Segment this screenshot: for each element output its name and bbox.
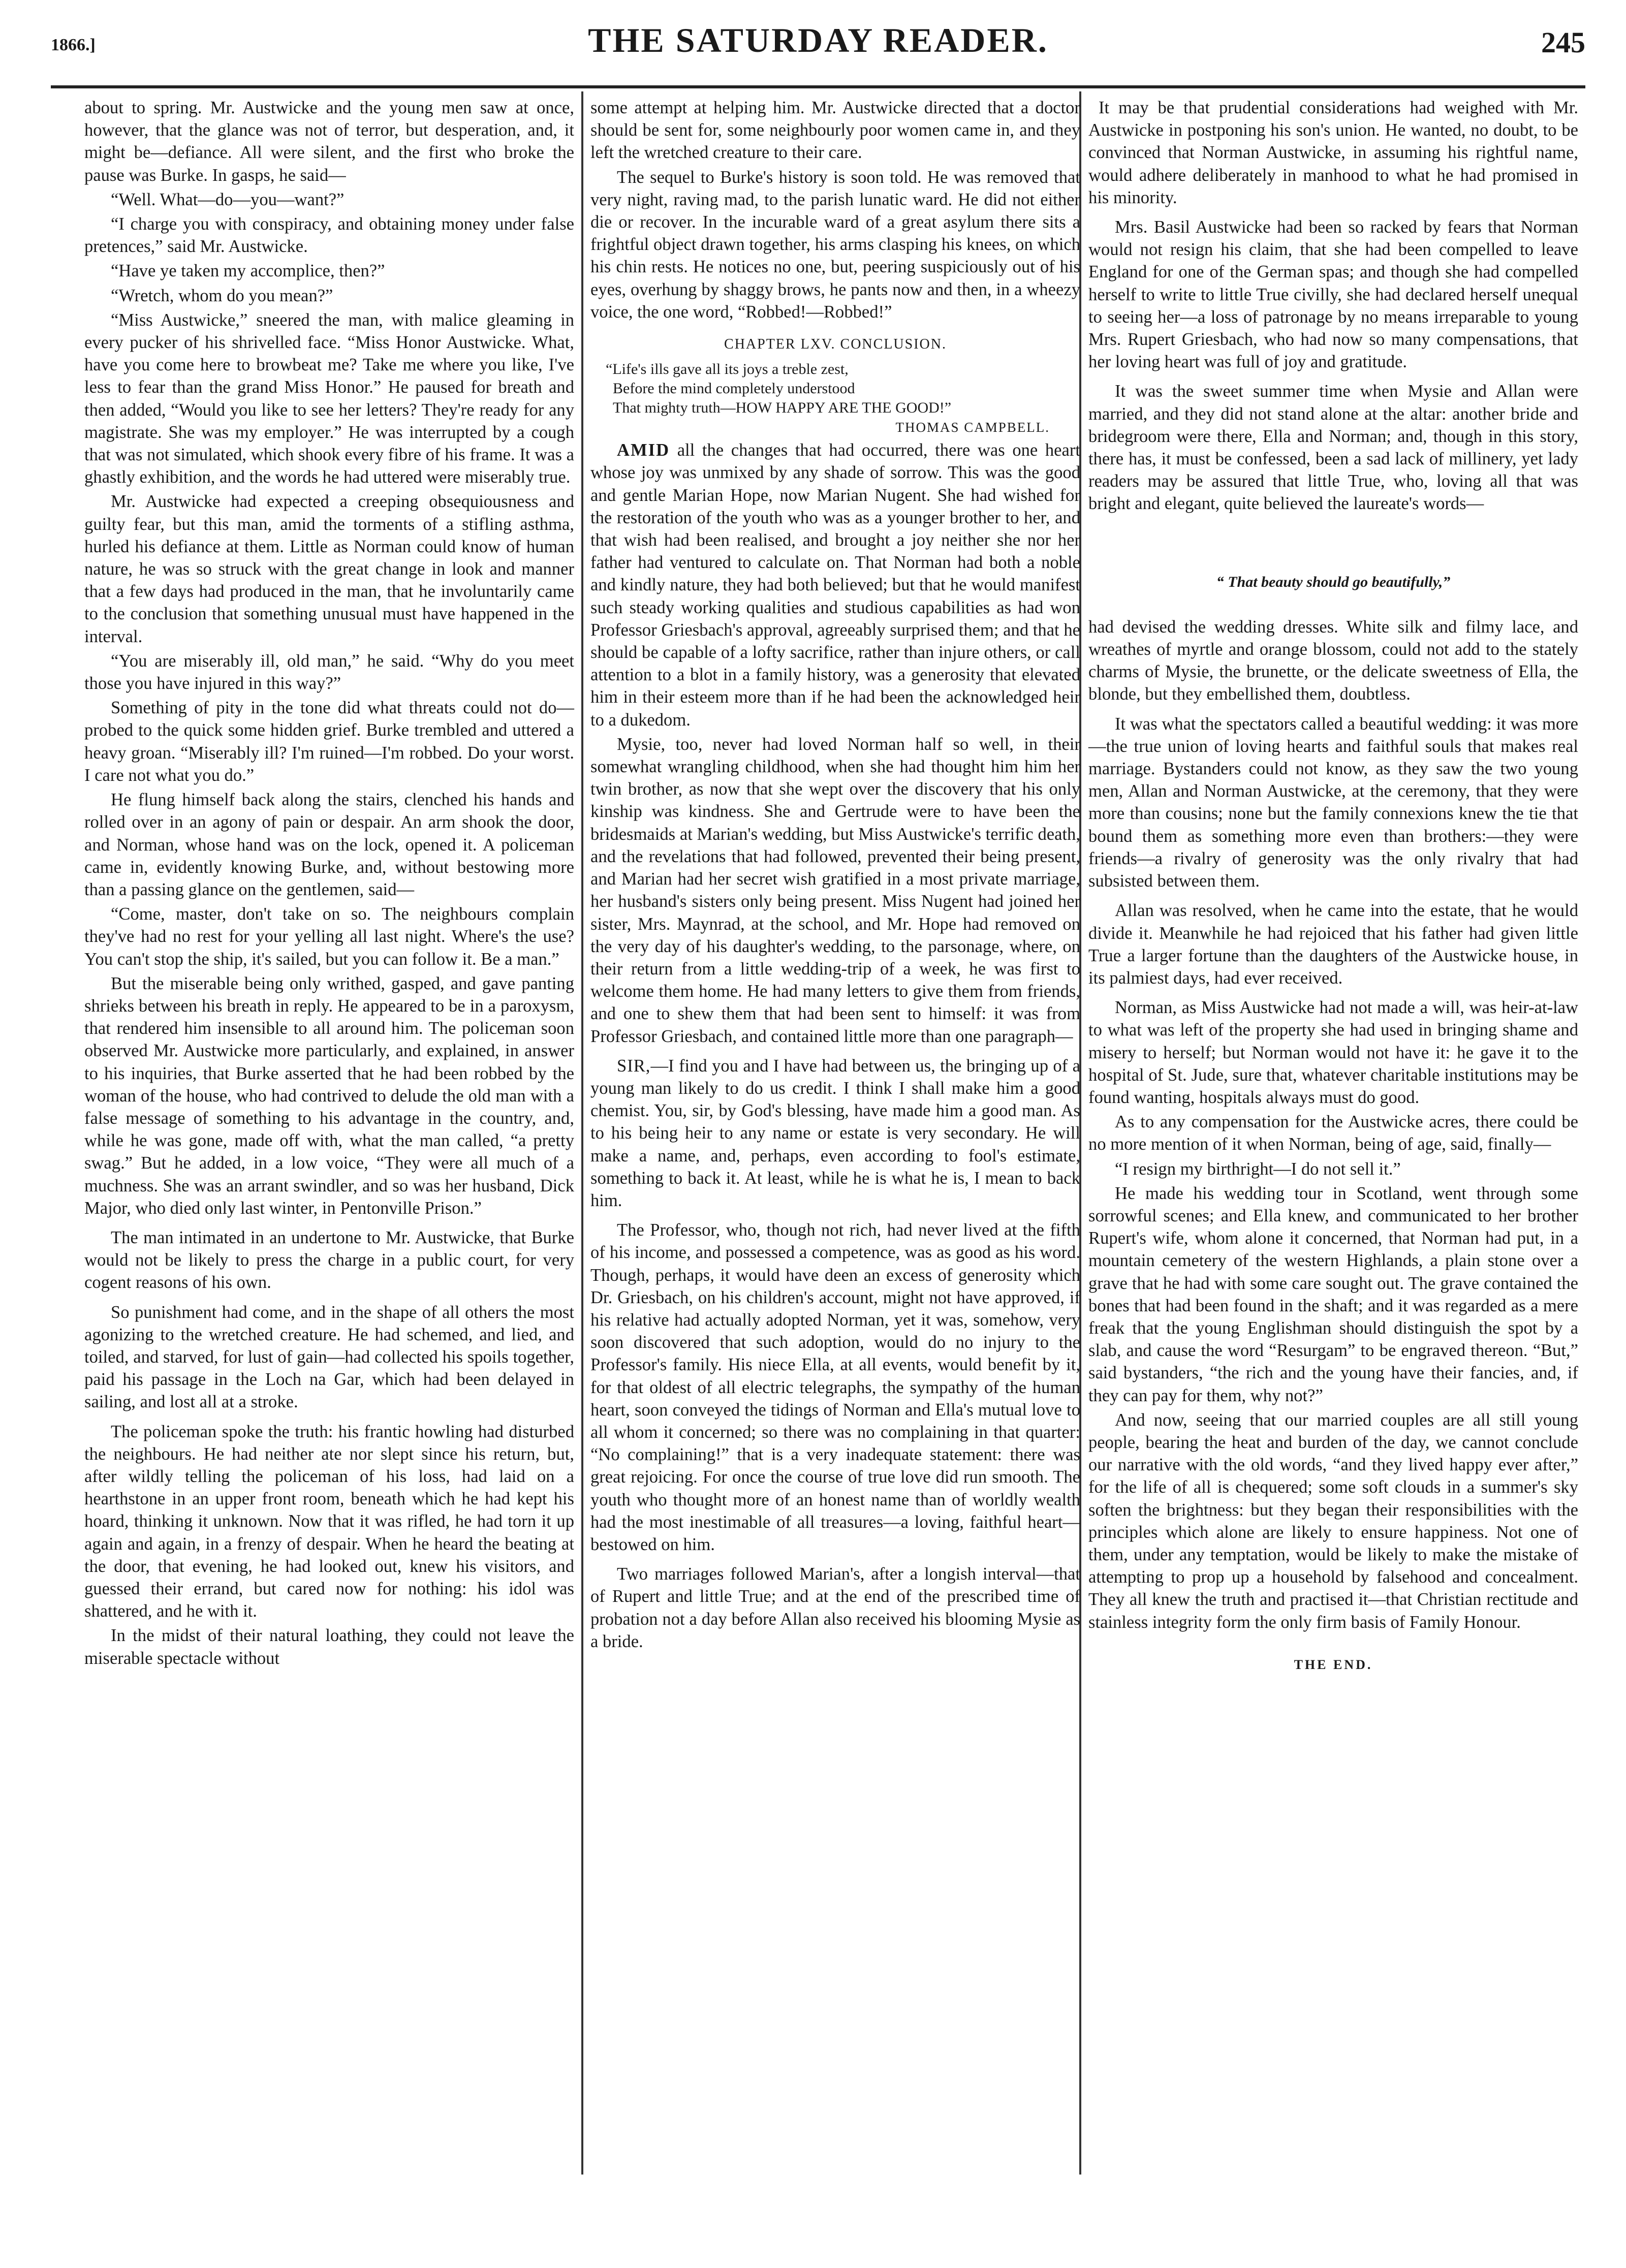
paragraph: The man intimated in an undertone to Mr. Austwicke, that Burke would not be likely to press the charge in a public court, for very cogent reasons of his own.	[84, 1227, 574, 1293]
chapter-heading: CHAPTER LXV. CONCLUSION.	[724, 336, 947, 353]
paragraph: Mr. Austwicke had expected a creeping obsequiousness and guilty fear, but this man, amid the torments of a stifling asthma, hurled his defiance at them. Little as Norman could know of human nature, he was so struck with the great change in look and manner that a few days had produced in the man, that he involuntarily came to the conclusion that something unusual must have happened in the interval.	[84, 492, 574, 646]
column-divider-1	[581, 91, 583, 2175]
laureate-quote: “ That beauty should go beautifully,”	[1216, 573, 1451, 590]
letter-paragraph	[590, 1055, 1080, 1212]
issue-year: 1866.]	[51, 36, 96, 54]
paragraph: had devised the wedding dresses. White silk and filmy lace, and wreathes of myrtle and orange blossom, could not add to the stately charms of Mysie, the brunette, or the delicate sweetness of Ella, the blonde, but they embellished them, doubtless.	[1088, 617, 1578, 704]
paragraph: “You are miserably ill, old man,” he said. “Why do you meet those you have injured in this way?”	[84, 651, 574, 694]
epigraph	[606, 360, 1080, 437]
paragraph: And now, seeing that our married couples are all still young people, bearing the heat and burden of the day, we cannot conclude our narrative with the old words, “and they lived happy ever after,” for the life of all is chequered; some soft clouds in a summer's sky soften the brightness: but they began their responsibilities with the principles which alone are likely to ensure happiness. Not one of them, under any temptation, would be likely to make the mistake of attempting to prop up a household by falsehood and concealment. They all knew the truth and practised it—that Christian rectitude and stainless integrity form the only firm basis of Family Honour.	[1088, 1410, 1578, 1632]
column-3	[1088, 97, 1578, 1676]
paragraph: But the miserable being only writhed, gasped, and gave panting shrieks between his breath in reply. He appeared to be in a paroxysm, that rendered him insensible to all around him. The policeman soon observed Mr. Austwicke more particularly, and explained, in answer to his inquiries, that Burke asserted that he had been robbed by the woman of the house, who had contrived to delude the old man with a false message of something to his advantage in the country, and, while he was gone, made off with, what the man called, “a pretty swag.” But he added, in a low voice, “They were all much of a muchness. She was an arrant swindler, and so was her husband, Dick Major, who died only last winter, in Pentonville Prison.”	[84, 973, 574, 1218]
paragraph: Mrs. Basil Austwicke had been so racked by fears that Norman would not resign his claim, that she had been compelled to leave England for one of the German spas; and though she had compelled herself to write to little True civilly, she had declared herself unequal to seeing her—a loss of patronage by no means irreparable to young Mrs. Rupert Griesbach, who had now so many compensations, that her loving heart was full of joy and gratitude.	[1088, 217, 1578, 372]
column-2	[590, 97, 1080, 1655]
paragraph: “Well. What—do—you—want?”	[111, 190, 345, 209]
paragraph: So punishment had come, and in the shape of all others the most agonizing to the wretched creature. He had schemed, and lied, and toiled, and starved, for lust of gain—had collected his spoils together, paid his passage in the Loch na Gar, which had been delayed in sailing, and lost all at a stroke.	[84, 1302, 574, 1412]
the-end-mark: THE END.	[1294, 1657, 1373, 1672]
letter-body: —I find you and I have had between us, the bringing up of a young man likely to do us credit. I think I shall make him a good chemist. You, sir, by God's blessing, have made him a good man. As to his being heir to any name or estate is very secondary. He will make a name, and, perhaps, even according to fool's estimate, something to back it. At least, while he is what he is, I mean to back him.	[590, 1056, 1080, 1210]
paragraph: Allan was resolved, when he came into the estate, that he would divide it. Meanwhile he had rejoiced that his father had given little True a larger fortune than the daughters of the Austwicke house, in its palmiest days, had ever received.	[1088, 901, 1578, 988]
epigraph-line: “Life's ills gave all its joys a treble zest,	[606, 361, 849, 378]
paragraph: “I resign my birthright—I do not sell it.”	[1115, 1159, 1401, 1179]
paragraph: “Wretch, whom do you mean?”	[111, 286, 333, 305]
paragraph: He made his wedding tour in Scotland, went through some sorrowful scenes; and Ella knew, and communicated to her brother Rupert's wife, whom alone it concerned, that Norman had put, in a mountain cemetery of the western Highlands, a plain stone over a grave that he had with some care sought out. The grave contained the bones that had been found in the shaft; and it was regarded as a mere freak that the young Englishman should distinguish the spot by a slab, and cause the word “Resurgam” to be engraved thereon. “But,” said bystanders, “the rich and the young have their fancies, and, if they can pay for them, why not?”	[1088, 1183, 1578, 1405]
page-number: 245	[1541, 26, 1585, 59]
opening-word: AMID	[617, 440, 670, 460]
paragraph: He flung himself back along the stairs, clenched his hands and rolled over in an agony of pain or despair. An arm shook the door, and Norman, whose hand was on the lock, opened it. A policeman came in, evidently knowing Burke, and, without bestowing more than a passing glance on the gentlemen, said—	[84, 790, 574, 899]
paragraph: “I charge you with conspiracy, and obtaining money under false pretences,” said Mr. Austwicke.	[84, 214, 574, 257]
header-rule	[51, 85, 1585, 88]
paragraph: “Come, master, don't take on so. The neighbours complain they've had no rest for your yelling all last night. Where's the use? You can't stop the ship, it's sailed, but you can follow it. Be a man.”	[84, 904, 574, 969]
paragraph: The policeman spoke the truth: his frantic howling had disturbed the neighbours. He had neither ate nor slept since his return, but, after wildly telling the policeman of his loss, had laid on a hearthstone in an upper front room, beneath which he had kept his hoard, thinking it unknown. Now that it was rifled, he had torn it up again and again, in a frenzy of despair. When he heard the beating at the door, that evening, he had looked out, knew his visitors, and guessed their errand, but cared now for nothing: his idol was shattered, and he with it.	[84, 1422, 574, 1621]
paragraph: Two marriages followed Marian's, after a longish interval—that of Rupert and little True; and at the end of the prescribed time of probation not a day before Allan also received his blooming Mysie as a bride.	[590, 1564, 1080, 1651]
epigraph-author: THOMAS CAMPBELL.	[895, 420, 1050, 435]
paragraph: Something of pity in the tone did what threats could not do—probed to the quick some hidden grief. Burke trembled and uttered a heavy groan. “Miserably ill? I'm ruined—I'm robbed. Do your worst. I care not what you do.”	[84, 698, 574, 785]
opening-text: all the changes that had occurred, there was one heart whose joy was unmixed by any shade of sorrow. This was the good and gentle Marian Hope, now Marian Nugent. She had wished for the restoration of the youth who was as a younger brother to her, and that wish had been realised, and brought a joy neither she nor her father had ventured to calculate on. That Norman had both a noble and kindly nature, they had both believed; but that he would manifest such steady working qualities and studious capabilities as had won Professor Griesbach's approval, agreeably surprised them; and that he should be capable of a lofty sacrifice, rather than injure others, or call attention to a blot in a family history, was a generosity that elevated him in their esteem more than if he had been the acknowledged heir to a dukedom.	[590, 440, 1080, 730]
paragraph: The Professor, who, though not rich, had never lived at the fifth of his income, and possessed a competence, was as good as his word. Though, perhaps, it would have deen an excess of generosity which Dr. Griesbach, on his children's account, might not have approved, if his relative had actually adopted Norman, yet it was, somehow, very soon discovered that such adoption, would do no injury to the Professor's family. His niece Ella, at all events, would benefit by it, for that oldest of all electric telegraphs, the sympathy of the human heart, soon conveyed the tidings of Norman and Ella's mutual love to all whom it concerned; so there was no complaining in that quarter: “No complaining!” that is a very inadequate statement: there was great rejoicing. For once the course of true love did run smooth. The youth who thought more of an honest name than of worldly wealth had the most inestimable of all treasures—a loving, faithful heart—bestowed on him.	[590, 1220, 1080, 1554]
paragraph: It was the sweet summer time when Mysie and Allan were married, and they did not stand alone at the altar: another bride and bridegroom were there, Ella and Norman; and, though in this story, there has, it must be confessed, been a sad lack of millinery, yet lady readers may be assured that little True, who, loving all that was bright and elegant, quite believed the laureate's words—	[1088, 382, 1578, 514]
paragraph: The sequel to Burke's history is soon told. He was removed that very night, raving mad, to the parish lunatic ward. He did not either die or recover. In the incurable ward of a great asylum there sits a frightful object drawn together, his arms clasping his knees, on which his chin rests. He notices no one, but, peering suspiciously out of his eyes, overhung by shaggy brows, he pants now and then, in a wheezy voice, the one word, “Robbed!—Robbed!”	[590, 167, 1080, 322]
epigraph-line: Before the mind completely understood	[613, 380, 855, 397]
paragraph: about to spring. Mr. Austwicke and the young men saw at once, however, that the glance was not of terror, but desperation, and, it might be—defiance. All were silent, and the first who broke the pause was Burke. In gasps, he said—	[84, 98, 574, 185]
paragraph: As to any compensation for the Austwicke acres, there could be no more mention of it when Norman, being of age, said, finally—	[1088, 1112, 1578, 1154]
page-header	[51, 20, 1585, 66]
column-1	[84, 97, 574, 1672]
paragraph: “Have ye taken my accomplice, then?”	[111, 261, 385, 281]
paragraph: some attempt at helping him. Mr. Austwicke directed that a doctor should be sent for, some neighbourly poor women came in, and they left the wretched creature to their care.	[590, 98, 1080, 163]
epigraph-line: That mighty truth—HOW HAPPY ARE THE GOOD!”	[613, 399, 952, 417]
paragraph: It may be that prudential considerations had weighed with Mr. Austwicke in postponing his son's union. He wanted, no doubt, to be convinced that Norman Austwicke, in assuming his rightful name, would adhere deliberately in manhood to what he had promised in his minority.	[1088, 98, 1578, 207]
masthead-title: THE SATURDAY READER.	[588, 21, 1048, 59]
paragraph: In the midst of their natural loathing, they could not leave the miserable spectacle without	[84, 1626, 574, 1668]
paragraph: “Miss Austwicke,” sneered the man, with malice gleaming in every pucker of his shrivelled face. “Miss Honor Austwicke. What, have you come here to browbeat me? Take me where you like, I've less to fear than the grand Miss Honor.” He paused for breath and then added, “Would you like to see her letters? They're ready for any magistrate. She was my employer.” He was interrupted by a cough that was not simulated, which shook every fibre of his frame. It was a ghastly exhibition, and the words he had uttered were miserably true.	[84, 310, 574, 487]
paragraph: Mysie, too, never had loved Norman half so well, in their somewhat wrangling childhood, when she had thought him him her twin brother, as now that she wept over the discovery that his only kinship was kindness. She and Gertrude were to have been the bridesmaids at Marian's wedding, but Miss Austwicke's terrific death, and the revelations that had followed, prevented their being present, and Marian had her secret wish gratified in a most private marriage, her husband's sisters only being present. Miss Nugent had joined her sister, Mrs. Maynrad, at the school, and Mr. Hope had removed on the very day of his daughter's wedding, to the parsonage, where, on their return from a little wedding-trip of a week, he was first to welcome them home. He had many letters to give them from friends, and one to shew them that had been sent to himself: it was from Professor Griesbach, and contained little more than one paragraph—	[590, 734, 1080, 1046]
letter-salutation: SIR,	[617, 1056, 651, 1076]
paragraph: It was what the spectators called a beautiful wedding: it was more—the true union of loving hearts and faithful souls that makes real marriage. Bystanders could not know, as they saw the two young men, Allan and Norman Austwicke, at the ceremony, that they were more than cousins; none but the family connexions knew the tie that bound them as something more even than brothers:—they were friends—a rivalry of generosity was the only rivalry that had subsisted between them.	[1088, 714, 1578, 891]
paragraph: Norman, as Miss Austwicke had not made a will, was heir-at-law to what was left of the property she had used in bringing shame and misery to herself; but Norman would not have it: he gave it to the hospital of St. Jude, sure that, whatever charitable institutions may be found wanting, hospitals always must do good.	[1088, 998, 1578, 1107]
chapter-opening-paragraph	[590, 439, 1080, 731]
